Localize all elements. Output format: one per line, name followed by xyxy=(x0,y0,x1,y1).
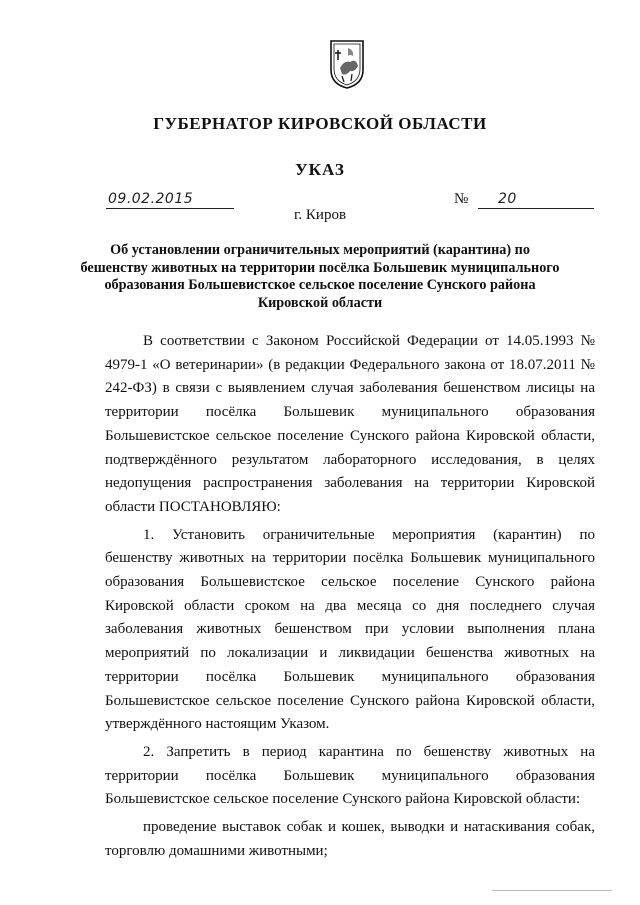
document-title: Об установлении ограничительных мероприятий (карантина) по бешенству животных на территории посёлка Большевик муниципального образования Большевистское сельское поселение Сунского района Кировской области xyxy=(80,242,560,311)
number-sign: № xyxy=(454,191,469,207)
clause-2-paragraph: 2. Запретить в период карантина по бешенству животных на территории посёлка Большевик муниципального образования Большевистское сельское поселение Сунского района Кировской области: xyxy=(105,743,595,808)
clause-1-paragraph: 1. Установить ограничительные мероприятия (карантин) по бешенству животных на территории посёлка Большевик муниципального образования Большевистское сельское поселение Сунского района Кировской области сроком на два месяца со дня последнего случая заболевания животных бешенством при условии выполнения плана мероприятий по локализации и ликвидации бешенства животных на территории посёлка Большевик муниципального образования Большевистское сельское поселение Сунского района Кировской области, утверждённого настоящим Указом. xyxy=(105,526,595,733)
city-name: г. Киров xyxy=(293,207,347,223)
page-bottom-line xyxy=(492,890,612,891)
issuing-authority: ГУБЕРНАТОР КИРОВСКОЙ ОБЛАСТИ xyxy=(153,114,487,133)
clause-2-item-paragraph: проведение выставок собак и кошек, выводки и натаскивания собак, торговлю домашними животными; xyxy=(105,819,595,859)
document-type: УКАЗ xyxy=(295,160,345,179)
preamble-paragraph: В соответствии с Законом Российской Федерации от 14.05.1993 № 4979-1 «О ветеринарии» (в редакции Федерального закона от 18.07.2011 № 242-ФЗ) в связи с выявлением случая заболевания бешенством лисицы на территории посёлка Большевик муниципального образования Большевистское сельское поселение Сунского района Кировской области, подтверждённого результатом лабораторного исследования, в целях недопущения распространения заболевания на территории Кировской области ПОСТАНОВЛЯЮ: xyxy=(105,333,595,515)
coat-of-arms-icon xyxy=(328,38,366,90)
document-number: 20 xyxy=(498,191,517,207)
document-body xyxy=(105,330,595,863)
document-date: 09.02.2015 xyxy=(108,191,194,207)
